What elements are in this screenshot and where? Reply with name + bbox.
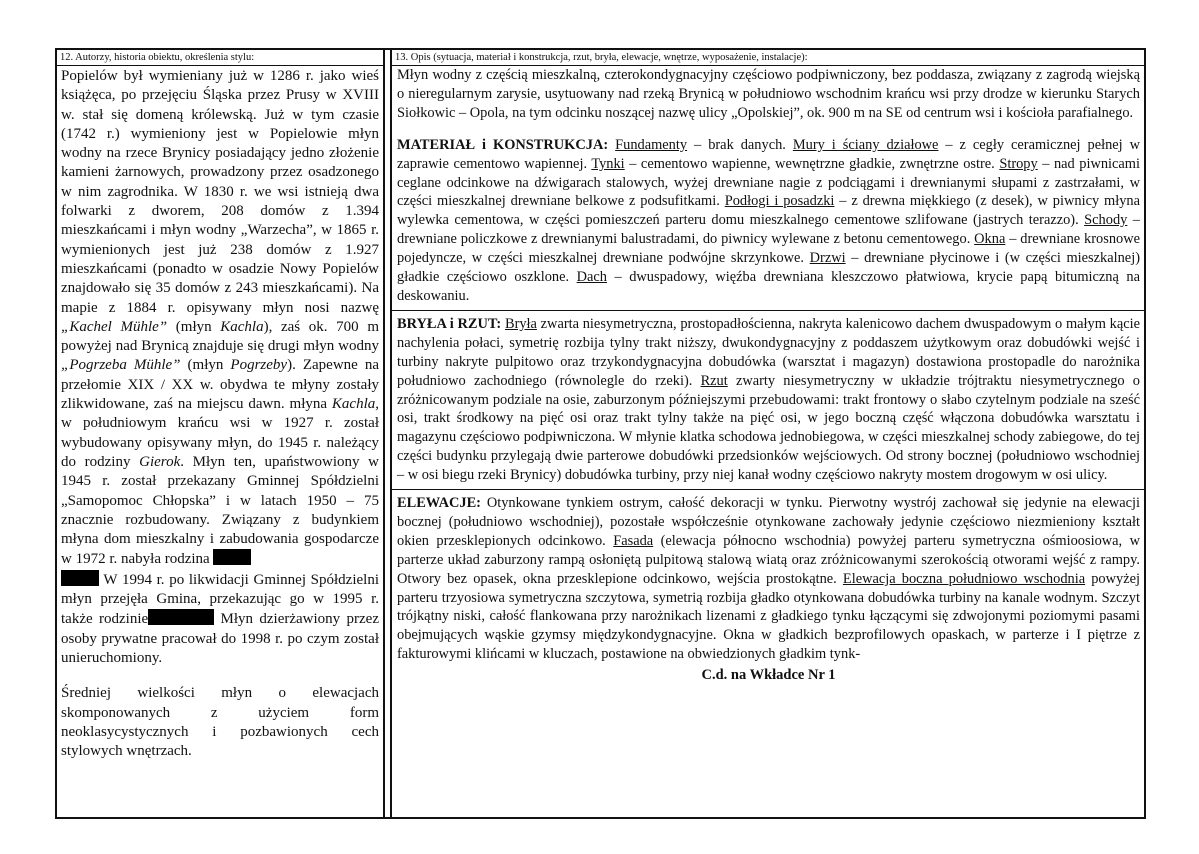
text-run: (młyn: [180, 357, 231, 374]
mill-name-pogrzeba-muhle: „Pogrzeba Mühle”: [61, 357, 181, 374]
mill-name-pogrzeby: Pogrzeby: [230, 357, 288, 374]
text-run: – drewniane policzkowe z drewnianymi balustradami, do piwnicy wylewane z betonu cementowego.: [397, 212, 1140, 248]
description-section: [390, 50, 1144, 817]
elewacje-paragraph: [397, 494, 1140, 664]
description-section-label: 13. Opis (sytuacja, materiał i konstrukcja, rzut, bryła, elewacje, wnętrze, wyposażenie, instalacje):: [392, 50, 1144, 66]
text-run: – brak danych.: [687, 136, 793, 153]
text-run: Otynkowane tynkiem ostrym, całość dekoracji w tynku. Pierwotny wystrój zachował się jedynie na elewacji bocznej (południowo wschodniej), pozostałe współcześnie otynkowane zachowały jedynie częściowo niezmieniony kształt okien przesklepionych odcinkowo.: [397, 495, 1140, 549]
material-heading: MATERIAŁ i KONSTRUKCJA:: [397, 136, 609, 153]
text-run: – nad piwnicami ceglane odcinkowe na dźwigarach stalowych, wyżej drewniane nagie z podciągami i drewnianymi słupami z zastrzałami, w części mieszkalnej drewniane belkowe z podsufitkami.: [397, 155, 1140, 210]
text-run: W 1994 r. po likwidacji Gminnej Spółdzielni młyn przejęła Gmina, przekazując go w 1995 r. także rodzinie: [61, 571, 379, 628]
elewacje-heading: ELEWACJE:: [397, 495, 481, 512]
text-run: – cementowo wapienne, wewnętrzne gładkie, zwnętrzne ostre.: [624, 155, 1000, 172]
term-rzut: Rzut: [700, 372, 728, 389]
term-drzwi: Drzwi: [809, 250, 846, 267]
history-paragraph: [61, 67, 379, 668]
term-dach: Dach: [576, 269, 607, 286]
history-section-label: 12. Autorzy, historia obiektu, określenia stylu:: [57, 50, 383, 66]
history-section: [57, 50, 385, 817]
intro-paragraph: Młyn wodny z częścią mieszkalną, czterokondygnacyjny częściowo podpiwniczony, bez poddasza, związany z zagrodą wiejską o nieregularnym zarysie, usytuowany nad rzeką Brynicą w południowo wschodnim krańcu wsi przy drodze w kierunku Starych Siołkowic – Opola, na tym odcinku noszącej nazwę ulicy „Opolskiej”, ok. 900 m na SE od centrum wsi i kościoła parafialnego.: [397, 67, 1140, 121]
redaction-block: [213, 549, 251, 565]
mill-name-kachel-muhle: „Kachel Mühle”: [61, 318, 168, 335]
term-fundamenty: Fundamenty: [615, 136, 688, 153]
text-run: – z drewna miękkiego (z desek), w piwnicy młyna wylewka cementowa, w części pomieszczeń parteru domu mieszkalnego cementowe szlifowane (jastrych terazzo).: [397, 193, 1140, 229]
term-schody: Schody: [1084, 212, 1128, 229]
text-run: Popielów był wymieniany już w 1286 r. jako wieś książęca, po przejęciu Śląska przez Prusy w XVIII w. stał się domeną królewską. Już w tym czasie (1742 r.) wymieniony jest w Popielowie młyn wodny na rzece Brynicy posiadający jedno złożenie kamieni żarnowych, prowadzony przez osadzonego w nim zagrodnika. W 1830 r. we wsi istnieją dwa folwarki z dworem, 208 domów z 1.394 mieszkańcami i młyn wodny „Warzecha”, w 1865 r. wymienionych jest już 238 domów z 1.927 mieszkańcami (ponadto w osadzie Nowy Popielów znajdowało się 35 domów z 243 mieszkańcami). Na mapie z 1884 r. opisywany młyn nosi nazwę: [61, 68, 379, 316]
text-run: ). Zapewne na przełomie XIX / XX w. obydwa te młyny zostały zlikwidowane, zaś na miejscu dawn. młyna: [61, 357, 379, 413]
term-elewacja-boczna: Elewacja boczna południowo wschodnia: [842, 570, 1086, 587]
bryla-paragraph: [397, 315, 1140, 485]
section-divider: [392, 489, 1144, 490]
text-run: powyżej parteru trzyosiowa symetryczna szczytowa, symetrią rozbija gładko otynkowana dobudówka turbiny na kanale wodnym. Szczyt trójkątny niski, całość flankowana przy narożnikach lizenami z gładkiego tynku łączącymi się zdwojonymi poziomymi pasami obejmujących wąskie gzymsy międzykondygnacyjne. Okna w gładkich bezprofilowych opaskach, w parterze i I piętrze z fakturowymi klińcami w kluczach, postawione na obwiedzionych gładkim tynk-: [397, 570, 1140, 663]
family-name-gierok: Gierok: [139, 453, 181, 470]
term-mury: Mury i ściany działowe: [792, 136, 939, 153]
text-run: ), zaś ok. 700 m powyżej nad Brynicą znajduje się drugi młyn wodny: [61, 318, 379, 355]
description-text: [392, 66, 1144, 685]
text-run: – drewniane krosnowe pojedyncze, w części mieszkalnej drewniane podwójne skrzynkowe.: [397, 231, 1140, 267]
term-podlogi: Podłogi i posadzki: [724, 193, 835, 210]
term-stropy: Stropy: [999, 155, 1038, 172]
text-run: . Młyn ten, upaństwowiony w 1945 r. został przekazany Gminnej Spółdzielni „Samopomoc Chłopska” i w latach 1950 – 75 znacznie rozbudowany. Związany z budynkiem młyna dom mieszkalny i zabudowania gospodarcze w 1972 r. nabyła rodzina: [61, 453, 379, 568]
mill-name-kachla: Kachla: [220, 318, 264, 335]
mill-name-kachla: Kachla: [331, 396, 376, 413]
history-text: [57, 66, 383, 761]
term-fasada: Fasada: [613, 532, 654, 549]
style-paragraph: Średniej wielkości młyn o elewacjach skomponowanych z użyciem form neoklasycystycznych i pozbawionych cech stylowych wnętrzach.: [61, 685, 379, 760]
text-run: – z cegły ceramicznej pełnej w zaprawie cementowo wapiennej.: [397, 136, 1141, 172]
text-run: (młyn: [167, 318, 221, 335]
form-frame: [55, 48, 1146, 819]
term-bryla: Bryła: [504, 315, 537, 332]
text-run: – dwuspadowy, więźba drewniana kleszczowo płatwiowa, krycie papą bitumiczną na deskowaniu.: [397, 269, 1140, 304]
text-run: zwarty niesymetryczny w układzie trójtraktu niesymetrycznego o zróżnicowanym podziale na osie, zaburzonym późniejszymi przebudowami: trakt frontowy o słabo czytelnym podziale na sześć osi, trakt środkowy na pięć osi oraz trakt tylny także na pięć osi, w jego boczną część włączona dobudówka warsztatu i magazynu częściowo podpiwniczona. W młynie klatka schodowa jednobiegowa, w części mieszkalnej schody zabiegowe, do tej części budynku przylegają dwie parterowe dobudówki przedsionków wejściowych. Od strony bocznej (południowo wschodniej – w osi biegu rzeki Brynicy) dobudówka turbiny, przy niej kanał wodny częściowo nakryty mostem drogowym w osi ulicy.: [397, 372, 1140, 484]
text-run: (elewacja północno wschodnia) powyżej parteru symetryczna ośmioosiowa, w parterze układ zaburzony rampą osłoniętą pulpitową stalową wiatą oraz zróżnicowanymi szerokością otworami wejść z rampy. Otwory bez opasek, okna przesklepione odcinkowo, wejścia prostokątne.: [397, 532, 1140, 587]
text-run: , w południowym krańcu wsi w 1927 r. został wybudowany opisywany młyn, do 1945 r. należący do rodziny: [61, 396, 379, 470]
section-divider: [392, 310, 1144, 311]
redaction-block: [61, 570, 99, 586]
text-run: zwarta niesymetryczna, prostopadłościenna, nakryta kalenicowo dachem dwuspadowym o małym kącie nachylenia połaci, symetrię rozbija tylny trakt niższy, dwukondygnacyjny z poddaszem użytkowym oraz dobudówki wejść i turbiny nakryte pulpitowo oraz trzykondygnacyjna dobudówka (warsztat i magazyn) dostawiona prostopadle do narożnika południowo zachodniego (równolegle do rzeki).: [397, 315, 1140, 389]
continuation-note: C.d. na Wkładce Nr 1: [701, 667, 836, 684]
bryla-heading: BRYŁA i RZUT:: [397, 315, 502, 332]
redaction-block: [148, 609, 214, 625]
term-okna: Okna: [974, 231, 1006, 248]
material-paragraph: [397, 136, 1140, 306]
text-run: – drewniane płycinowe i (w części mieszkalnej) gładkie częściowo oszklone.: [397, 250, 1140, 286]
term-tynki: Tynki: [591, 155, 625, 172]
text-run: Młyn dzierżawiony przez osoby prywatne pracował do 1998 r. po czym został unieruchomiony.: [61, 611, 379, 666]
